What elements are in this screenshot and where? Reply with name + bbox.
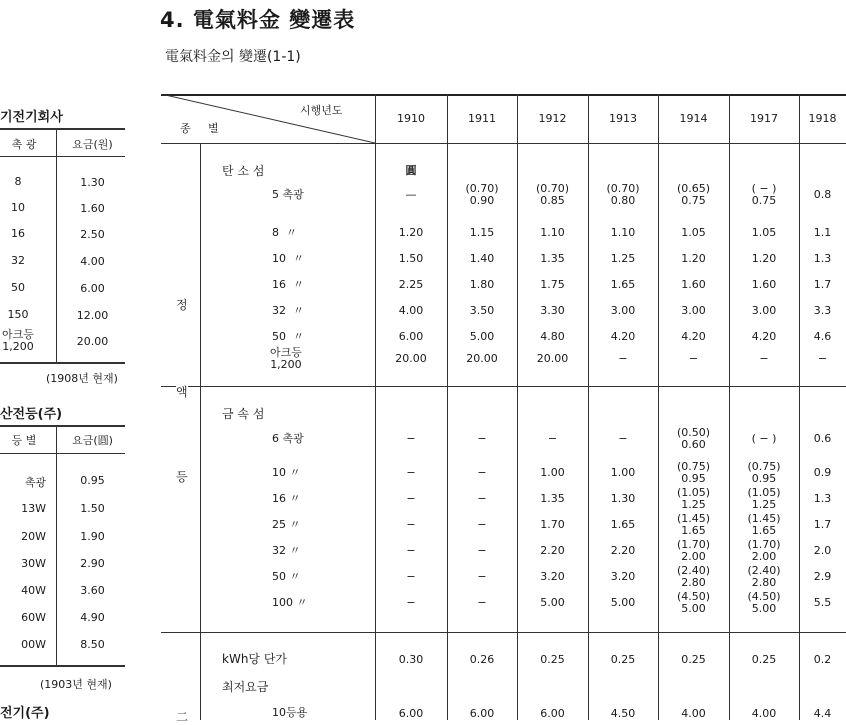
- table-cell: 1.15: [469, 226, 495, 239]
- row-label: 25 〃: [272, 518, 301, 531]
- table-cell: 0.30: [398, 653, 424, 666]
- table-cell: 5.00: [610, 596, 636, 609]
- table-cell: (2.40) 2.80: [676, 564, 711, 589]
- left-table-cell: 12.00: [76, 309, 109, 322]
- table-cell: 1.25: [610, 252, 636, 265]
- left-table-cell: 30W: [21, 557, 46, 570]
- year-header: 1914: [679, 112, 708, 125]
- table-cell: (1.45) 1.65: [676, 512, 711, 537]
- table-cell: 0.25: [681, 653, 706, 666]
- table-cell: (1.70) 2.00: [747, 538, 781, 563]
- table-cell: 1.00: [540, 466, 565, 479]
- year-header: 1912: [538, 112, 567, 125]
- left-table-2-header-1: 등 별: [11, 434, 37, 447]
- table-cell: −: [477, 544, 487, 557]
- left-table-cell: 10: [11, 201, 25, 214]
- row-label: 100 〃: [272, 596, 308, 609]
- table-cell: −: [618, 432, 628, 445]
- main-table-header-rule: [161, 143, 846, 144]
- table-cell: 20.00: [536, 352, 569, 365]
- table-cell: 0.6: [813, 432, 832, 445]
- table-cell: 4.00: [681, 707, 706, 720]
- table-cell: ( − ): [751, 432, 777, 445]
- row-label: 50 〃: [272, 570, 301, 583]
- table-cell: 3.00: [751, 304, 777, 317]
- left-table-cell: 촉광: [24, 476, 46, 489]
- table-cell: (1.05) 1.25: [676, 486, 711, 511]
- row-label: 6 촉광: [272, 432, 304, 445]
- table-cell: −: [477, 596, 487, 609]
- table-cell: 1.20: [751, 252, 777, 265]
- table-cell: 4.4: [813, 707, 832, 720]
- row-label: 32 〃: [272, 544, 301, 557]
- table-cell: −: [618, 352, 628, 365]
- left-table-cell: 8: [14, 175, 22, 188]
- table-cell: −: [477, 570, 487, 583]
- table-cell: 1.50: [398, 252, 424, 265]
- table-cell: 1.20: [398, 226, 424, 239]
- left-table-cell: 16: [11, 227, 25, 240]
- table-cell: 1.20: [681, 252, 706, 265]
- table-cell: 0.26: [469, 653, 495, 666]
- left-table-2-title: 산전등(주): [0, 407, 63, 422]
- table-cell: −: [817, 352, 828, 365]
- table-cell: 4.80: [540, 330, 565, 343]
- table-cell: 6.00: [398, 707, 424, 720]
- table-cell: (1.05) 1.25: [747, 486, 781, 511]
- table-subtitle: 電氣料金의 變遷(1-1): [165, 49, 301, 65]
- table-cell: 2.0: [813, 544, 832, 557]
- left-table-cell: 1.60: [80, 202, 105, 215]
- left-table-cell: 1.50: [80, 502, 105, 515]
- row-label: 32 〃: [272, 304, 304, 317]
- table-cell: 1.65: [610, 518, 636, 531]
- unit-label: 圓: [405, 164, 417, 177]
- table-cell: 0.25: [540, 653, 565, 666]
- table-cell: 2.9: [813, 570, 832, 583]
- table-cell: 6.00: [540, 707, 565, 720]
- year-header: 1911: [468, 112, 496, 125]
- table-cell: 1.70: [540, 518, 565, 531]
- table-cell: −: [547, 432, 558, 445]
- table-cell: 3.00: [681, 304, 706, 317]
- table-cell: 1.80: [469, 278, 495, 291]
- table-cell: 20.00: [466, 352, 498, 365]
- table-cell: 1.60: [681, 278, 706, 291]
- table-cell: (0.70) 0.90: [465, 182, 499, 207]
- table-cell: 0.2: [813, 653, 832, 666]
- left-table-2-header-2: 요금(圓): [72, 434, 113, 447]
- left-table-cell: 2.50: [80, 228, 105, 241]
- main-table-section-divider: [200, 143, 201, 720]
- table-cell: (4.50) 5.00: [676, 590, 711, 615]
- left-table-cell: 60W: [21, 611, 46, 624]
- table-cell: 1.3: [813, 252, 832, 265]
- table-cell: −: [477, 492, 487, 505]
- table-cell: 20.00: [395, 352, 427, 365]
- left-table-1-header-1: 촉 광: [11, 138, 37, 151]
- table-cell: 6.00: [469, 707, 495, 720]
- table-cell: 1.1: [813, 226, 832, 239]
- left-table-cell: 1.30: [80, 176, 105, 189]
- left-table-cell: 2.90: [80, 557, 105, 570]
- table-cell: (0.70) 0.80: [606, 182, 640, 207]
- main-table-group1-rule: [161, 386, 846, 387]
- corner-diagonal-line: [161, 94, 375, 143]
- table-cell: −: [406, 492, 416, 505]
- year-header: 1918: [808, 112, 837, 125]
- left-table-cell: 0.95: [80, 474, 105, 487]
- main-table-label-divider: [375, 94, 376, 720]
- table-cell: 1.10: [540, 226, 565, 239]
- left-table-cell: 아크등 1,200: [2, 328, 34, 353]
- row-label: 50 〃: [272, 330, 304, 343]
- table-cell: 1.35: [540, 492, 565, 505]
- table-cell: 0.9: [813, 466, 832, 479]
- table-cell: 0.8: [813, 188, 832, 201]
- row-label: 16 〃: [272, 492, 301, 505]
- table-cell: 1.30: [610, 492, 636, 505]
- table-cell: 1.60: [751, 278, 777, 291]
- table-cell: 5.5: [813, 596, 832, 609]
- table-cell: 1.3: [813, 492, 832, 505]
- year-header: 1913: [609, 112, 637, 125]
- table-cell: ( − ) 0.75: [751, 182, 777, 207]
- table-cell: 1.75: [540, 278, 565, 291]
- table-cell: −: [477, 432, 487, 445]
- corner-header-year: 시행년도: [300, 104, 343, 117]
- left-table-cell: 32: [11, 254, 25, 267]
- table-cell: −: [759, 352, 769, 365]
- left-table-1-note: (1908년 현재): [46, 372, 118, 385]
- table-cell: 1.40: [469, 252, 495, 265]
- row-label: 10 〃: [272, 252, 304, 265]
- year-header: 1910: [397, 112, 425, 125]
- left-table-cell: 13W: [21, 502, 46, 515]
- table-cell: 0.25: [751, 653, 777, 666]
- table-cell: −: [688, 352, 699, 365]
- table-cell: 3.20: [540, 570, 565, 583]
- year-header: 1917: [750, 112, 778, 125]
- left-table-2-header-rule: [0, 453, 125, 454]
- table-cell: 4.00: [398, 304, 424, 317]
- row-label: 16 〃: [272, 278, 304, 291]
- corner-header-kind-2: 별: [208, 122, 219, 135]
- group-label-carbon: 탄 소 섬: [222, 164, 265, 178]
- table-cell: 1.00: [610, 466, 636, 479]
- row-label: 8 〃: [272, 226, 297, 239]
- page-title: 4. 電氣料金 變遷表: [160, 8, 356, 32]
- table-cell: −: [406, 432, 416, 445]
- table-cell: 1.10: [610, 226, 636, 239]
- left-table-1-title: 기전기회사: [0, 110, 63, 125]
- table-cell: 4.20: [681, 330, 706, 343]
- table-cell: (0.75) 0.95: [676, 460, 711, 485]
- main-table-col-divider: [799, 94, 800, 720]
- table-cell: (1.70) 2.00: [676, 538, 711, 563]
- table-cell: 5.00: [469, 330, 495, 343]
- ten-lamp-label: 10등용: [272, 706, 308, 719]
- table-cell: −: [477, 518, 487, 531]
- section-label-1: 정: [176, 298, 188, 312]
- table-cell: 5.00: [540, 596, 565, 609]
- left-table-1-top-rule: [0, 128, 125, 130]
- table-cell: 1.05: [681, 226, 706, 239]
- table-cell: 6.00: [398, 330, 424, 343]
- table-cell: 1.7: [813, 518, 832, 531]
- left-table-2-divider: [56, 425, 57, 665]
- table-cell: 4.6: [813, 330, 832, 343]
- left-table-cell: 50: [11, 281, 25, 294]
- table-cell: (4.50) 5.00: [747, 590, 781, 615]
- left-table-3-title: 전기(주): [0, 706, 50, 721]
- left-table-cell: 1.90: [80, 530, 105, 543]
- table-cell: 1.05: [751, 226, 777, 239]
- main-table-group2-rule: [161, 632, 846, 633]
- left-table-1-header-rule: [0, 156, 125, 157]
- section-label-4: 二: [176, 710, 189, 724]
- table-cell: −: [406, 518, 416, 531]
- table-cell: −: [406, 544, 416, 557]
- table-cell: 1.35: [540, 252, 565, 265]
- section-label-3: 등: [176, 470, 188, 484]
- table-cell: −: [406, 466, 416, 479]
- table-cell: 2.25: [398, 278, 424, 291]
- left-table-cell: 4.90: [80, 611, 105, 624]
- table-cell: 1.65: [610, 278, 636, 291]
- row-label: 아크등 1,200: [270, 346, 302, 371]
- table-cell: 3.00: [610, 304, 636, 317]
- table-cell: (0.75) 0.95: [747, 460, 781, 485]
- table-cell: −: [406, 570, 416, 583]
- table-cell: (0.65) 0.75: [676, 182, 711, 207]
- left-table-cell: 20W: [21, 530, 46, 543]
- table-cell: 4.20: [751, 330, 777, 343]
- table-cell: 2.20: [610, 544, 636, 557]
- table-cell: (0.70) 0.85: [535, 182, 570, 207]
- left-table-cell: 6.00: [80, 282, 105, 295]
- left-table-cell: 150: [7, 308, 29, 321]
- table-cell: (2.40) 2.80: [747, 564, 781, 589]
- row-label: 10 〃: [272, 466, 301, 479]
- table-cell: 3.20: [610, 570, 636, 583]
- table-cell: 0.25: [610, 653, 636, 666]
- left-table-cell: 00W: [21, 638, 46, 651]
- table-cell: (1.45) 1.65: [747, 512, 781, 537]
- left-table-1-bottom-rule: [0, 362, 125, 364]
- table-cell: 1.7: [813, 278, 832, 291]
- left-table-cell: 20.00: [76, 335, 109, 348]
- table-cell: 4.20: [610, 330, 636, 343]
- table-cell: 3.30: [540, 304, 565, 317]
- left-table-2-note: (1903년 현재): [40, 678, 112, 691]
- kwh-label: kWh당 단가: [222, 652, 288, 666]
- row-label: 5 촉광: [272, 188, 304, 201]
- table-cell: 4.00: [751, 707, 777, 720]
- min-fee-label: 최저요금: [222, 680, 269, 694]
- table-cell: 3.3: [813, 304, 832, 317]
- left-table-2-bottom-rule: [0, 665, 125, 667]
- table-cell: 4.50: [610, 707, 636, 720]
- left-table-cell: 4.00: [80, 255, 105, 268]
- table-cell: 2.20: [540, 544, 565, 557]
- table-cell: (0.50) 0.60: [676, 426, 711, 451]
- left-table-cell: 40W: [21, 584, 46, 597]
- group-label-metal: 금 속 섬: [222, 407, 265, 421]
- left-table-cell: 3.60: [80, 584, 105, 597]
- table-cell: −: [477, 466, 487, 479]
- left-table-1-header-2: 요금(원): [72, 138, 113, 151]
- left-table-cell: 8.50: [80, 638, 105, 651]
- table-cell: —: [405, 188, 417, 201]
- section-label-2: 액: [176, 385, 188, 399]
- left-table-2-top-rule: [0, 425, 125, 427]
- table-cell: 3.50: [469, 304, 495, 317]
- left-table-1-divider: [56, 128, 57, 362]
- corner-header-kind-1: 종: [180, 122, 191, 135]
- table-cell: −: [406, 596, 416, 609]
